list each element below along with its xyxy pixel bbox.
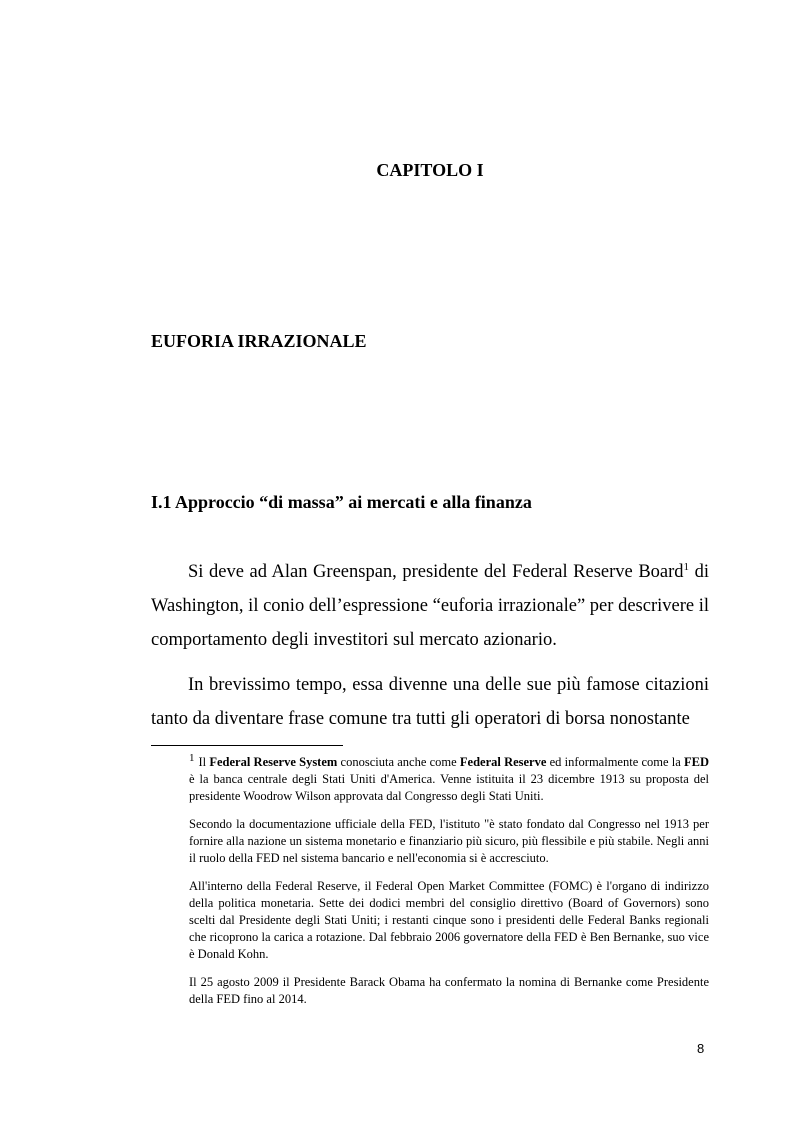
footnote-number: 1 <box>189 751 195 764</box>
footnote-term: FED <box>684 755 710 769</box>
body-paragraph-text: di Washington, il conio dell’espressione “euforia irrazionale” per descrivere il comportamento degli investitori sul mercato azionario. <box>151 562 710 650</box>
footnote-paragraph: Il 25 agosto 2009 il Presidente Barack Obama ha confermato la nomina di Bernanke come Presidente della FED fino al 2014. <box>189 975 709 1006</box>
page-number: 8 <box>697 1041 705 1056</box>
footnotes <box>189 751 710 1019</box>
footnote-reference: 1 <box>683 560 690 573</box>
body-text <box>151 555 709 747</box>
footnote-term: Federal Reserve System <box>209 755 338 769</box>
footnote-text: è la banca centrale degli Stati Uniti d'America. Venne istituita il 23 dicembre 1913 su proposta del presidente Woodrow Wilson approvata dal Congresso degli Stati Uniti. <box>189 772 709 803</box>
footnote-separator <box>151 745 343 746</box>
body-paragraph-text: Si deve ad Alan Greenspan, presidente del Federal Reserve Board <box>188 562 684 582</box>
body-paragraph: In brevissimo tempo, essa divenne una delle sue più famose citazioni tanto da diventare frase comune tra tutti gli operatori di borsa nonostante <box>151 675 709 729</box>
chapter-title: CAPITOLO I <box>376 160 484 180</box>
footnote <box>189 751 710 805</box>
footnote-text: Il <box>198 755 210 769</box>
footnote-term: Federal Reserve <box>459 755 547 769</box>
footnote-paragraph: All'interno della Federal Reserve, il Federal Open Market Committee (FOMC) è l'organo di indirizzo della politica monetaria. Sette dei dodici membri del consiglio direttivo (Board of Governors) sono scelti dal Presidente degli Stati Uniti; i restanti cinque sono i presidenti delle Federal Banks regionali che ricoprono la carica a rotazione. Dal febbraio 2006 governatore della FED è Ben Bernanke, suo vice è Donald Kohn. <box>189 879 709 961</box>
footnote-text: ed informalmente come la <box>546 755 685 769</box>
section-heading: I.1 Approccio “di massa” ai mercati e alla finanza <box>151 492 532 512</box>
main-heading: EUFORIA IRRAZIONALE <box>151 331 367 351</box>
footnote-text: conosciuta anche come <box>337 755 460 769</box>
footnote-paragraph: Secondo la documentazione ufficiale della FED, l'istituto "è stato fondato dal Congresso nel 1913 per fornire alla nazione un sistema monetario e finanziario più sicuro, più flessibile e più stabile. Negli anni il ruolo della FED nel sistema bancario e nell'economia si è accresciuto. <box>189 817 709 865</box>
body-paragraph <box>151 555 709 657</box>
